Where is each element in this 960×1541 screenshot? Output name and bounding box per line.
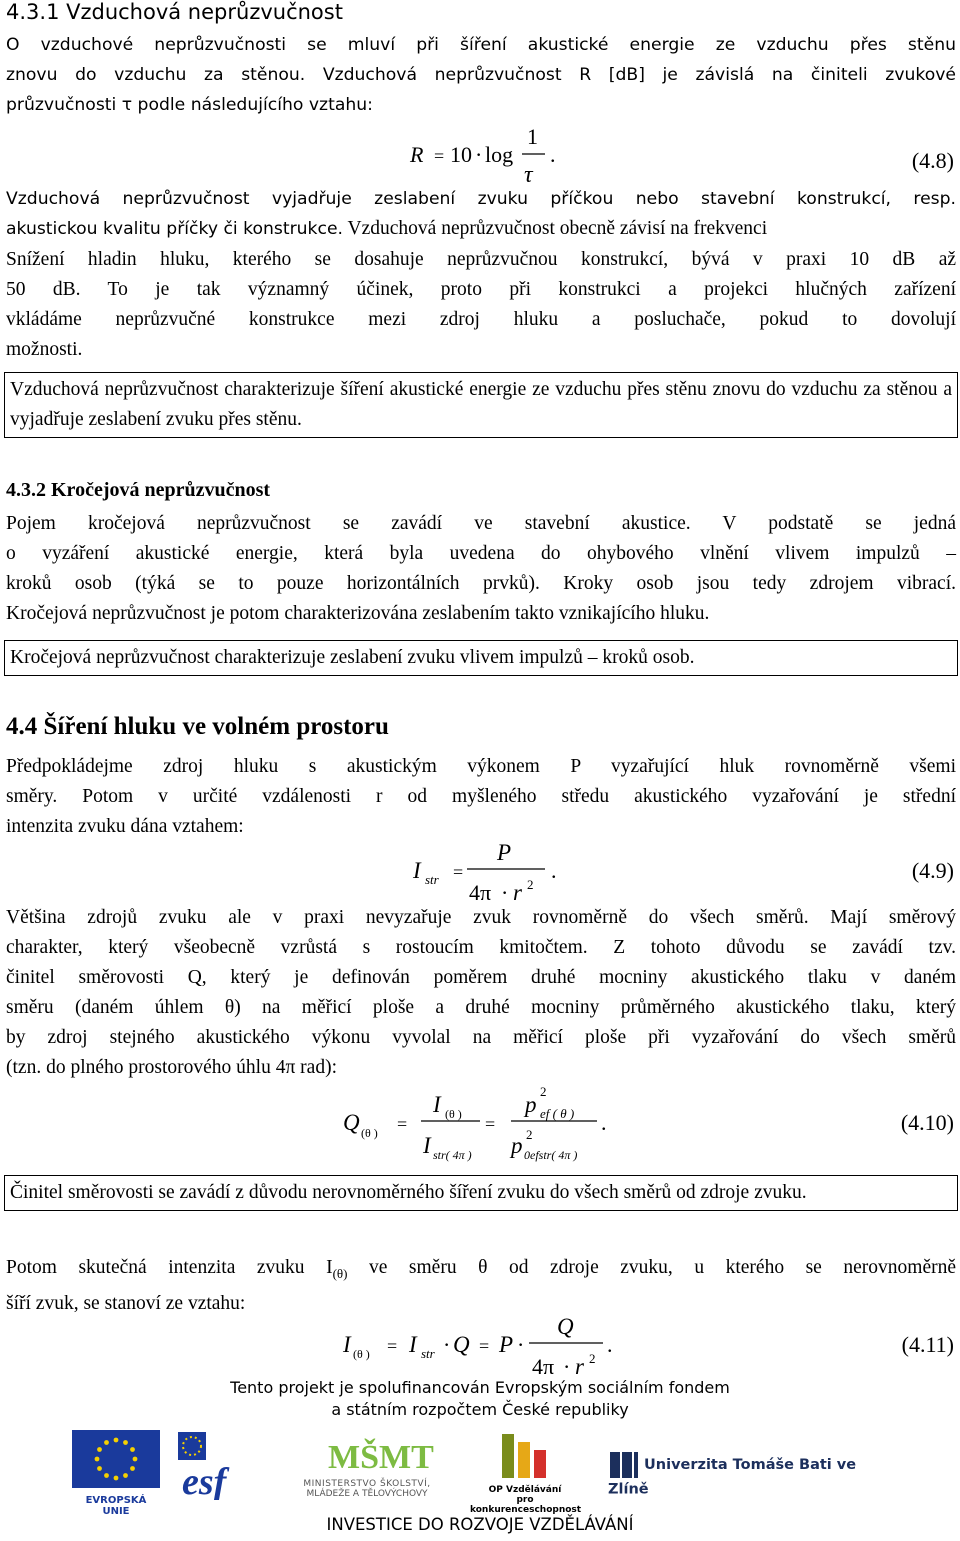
eq-numerator: 1 (527, 124, 538, 149)
summary-box: Kročejová neprůzvučnost charakterizuje zeslabení zvuku vlivem impulzů – kroků osob. (4, 640, 958, 676)
text-line: Předpokládejme zdroj hluku s akustickým výkonem P vyzařující hluk rovnoměrně všemi (6, 756, 956, 777)
eq-t3: P (499, 1332, 514, 1357)
eu-star-icon (123, 1440, 128, 1445)
eq-lhs-sub: (θ ) (353, 1347, 370, 1361)
equation-number: (4.10) (900, 1110, 954, 1135)
eq-den-a: 4π (532, 1354, 555, 1379)
summary-box: Vzduchová neprůzvučnost charakterizuje šíření akustické energie ze vzduchu přes stěnu znovu do vzduchu za stěnou a vyjadřuje zeslabení zvuku přes stěnu. (4, 372, 958, 438)
eq-t1-sub: str (421, 1346, 435, 1361)
eq-period: . (601, 1110, 607, 1135)
op-line-1: OP Vzdělávání (488, 1485, 562, 1495)
eq-dot: · (443, 1332, 451, 1357)
equation-number: (4.9) (911, 858, 954, 883)
eq-lhs: I (413, 858, 421, 883)
eq-den2: p (511, 1133, 523, 1158)
equation-4-11 (335, 1308, 625, 1382)
op-line-2: pro konkurenceschopnost (470, 1495, 582, 1515)
eq-lhs: Q (343, 1110, 360, 1135)
summary-box: Činitel směrovosti se zavádí z důvodu nerovnoměrného šíření zvuku do všech směrů od zdroje zvuku. (4, 1175, 958, 1211)
text-line: Většina zdrojů zvuku ale v praxi nevyzařuje zvuk rovnoměrně do všech směrů. Mají směrový (6, 907, 956, 928)
text-line: Snížení hladin hluku, kterého se dosahuje neprůzvučnou konstrukcí, bývá v praxi 10 dB až (6, 249, 956, 270)
section-heading-4-3-2: 4.3.2 Kročejová neprůzvučnost (6, 479, 271, 501)
eu-star-icon (114, 1476, 119, 1481)
text-line: možnosti. (6, 339, 83, 360)
text-line: by zdroj stejného akustického výkonu vyvolal na měřicí ploše při vyzařování do všech směrů (6, 1027, 956, 1048)
eq-den-exp: 2 (527, 877, 534, 892)
eq-den2-exp: 2 (526, 1127, 533, 1142)
eu-star-icon (133, 1457, 138, 1462)
eq-period: . (607, 1332, 613, 1357)
utb-label: Univerzita Tomáše Bati ve Zlíně (608, 1457, 857, 1498)
paragraph (6, 903, 956, 1083)
eq-den1-sub: str( 4π ) (433, 1148, 472, 1162)
esf-text: esf (182, 1461, 227, 1500)
paragraph (6, 30, 956, 120)
eq-lhs: I (343, 1332, 351, 1357)
eq-dot: · (517, 1332, 525, 1357)
msmt-logo (292, 1428, 442, 1504)
equation-4-10 (335, 1082, 625, 1164)
footer-line-2: a státním rozpočtem České republiky (331, 1400, 629, 1419)
eq-num2-sub: ef ( θ ) (540, 1106, 575, 1121)
text-line: šíří zvuk, se stanoví ze vztahu: (6, 1292, 246, 1314)
text-span: akustickou kvalitu příčky či konstrukce. (6, 219, 343, 239)
eq-sign: = (387, 1336, 398, 1356)
eq-dot: · (563, 1354, 571, 1379)
text-line: Pojem kročejová neprůzvučnost se zavádí ve stavební akustice. V podstatě se jedná (6, 513, 956, 534)
msmt-logo-icon (292, 1428, 442, 1474)
eu-star-icon (104, 1440, 109, 1445)
eq-lhs-sub: (θ ) (361, 1126, 378, 1140)
esf-logo-icon (178, 1432, 268, 1500)
eq-dot: · (501, 880, 509, 905)
eq-denominator: τ (524, 162, 533, 188)
text-line: intenzita zvuku dána vztahem: (6, 816, 244, 837)
eu-star-icon (104, 1473, 109, 1478)
esf-logo (178, 1432, 268, 1502)
paragraph (6, 752, 956, 842)
msmt-line-1: MINISTERSTVO ŠKOLSTVÍ, (303, 1479, 431, 1489)
eu-star-icon (97, 1447, 102, 1452)
text-line: vkládáme neprůzvučné konstrukce mezi zdroj hluku a posluchače, pokud to dovolují (6, 309, 956, 330)
eq-num2: p (525, 1092, 537, 1117)
eq-t1: I (409, 1332, 417, 1357)
equation-4-8 (400, 122, 600, 188)
op-logo-icon (470, 1430, 580, 1480)
eq-numerator: Q (557, 1314, 574, 1339)
eq-sign: = (453, 862, 464, 882)
eu-star-icon (130, 1466, 135, 1471)
eq-num1: I (433, 1092, 441, 1117)
eq-den-b: r (575, 1354, 584, 1379)
section-heading-4-3-1: 4.3.1 Vzduchová neprůzvučnost (6, 0, 343, 24)
eq-sign: = (397, 1114, 408, 1134)
eq-sign: = (434, 146, 445, 166)
op-logo (470, 1430, 582, 1515)
equation-number: (4.11) (901, 1332, 954, 1357)
eq-den1: I (423, 1133, 431, 1158)
eq-sign: = (479, 1336, 490, 1356)
eq-numerator: P (497, 840, 512, 865)
eu-star-icon (95, 1457, 100, 1462)
text-line: Kročejová neprůzvučnost je potom charakterizována zeslabením takto vznikajícího hluku. (6, 603, 710, 624)
eu-star-icon (123, 1473, 128, 1478)
eq-den-b: r (513, 880, 522, 905)
eq-lhs-sub: str (425, 872, 439, 887)
eu-star-icon (97, 1466, 102, 1471)
eq-den2-sub: 0efstr( 4π ) (524, 1148, 578, 1162)
section-heading-4-4: 4.4 Šíření hluku ve volném prostoru (6, 713, 389, 740)
text-span: Vzduchová neprůzvučnost obecně závisí na frekvenci (343, 218, 768, 239)
eq-coef: 10 (450, 142, 472, 167)
utb-logo (608, 1450, 878, 1498)
footer-bottom: INVESTICE DO ROZVOJE VZDĚLÁVÁNÍ (326, 1515, 634, 1534)
text-line: charakter, který všeobecně vzrůstá s rostoucím kmitočtem. Z tohoto důvodu se zavádí tzv. (6, 937, 956, 958)
text-line: (tzn. do plného prostorového úhlu 4π rad): (6, 1057, 337, 1078)
msmt-mark: MŠMT (328, 1439, 434, 1474)
footer-line-1: Tento projekt je spolufinancován Evropským sociálním fondem (230, 1378, 730, 1397)
eq-lhs: R (410, 142, 424, 167)
eq-dot: · (475, 142, 483, 167)
msmt-line-2: MLÁDEŽE A TĚLOVÝCHOVY (306, 1489, 428, 1499)
eq-sign: = (485, 1114, 496, 1134)
text-line: Vzduchová neprůzvučnost vyjadřuje zeslabení zvuku příčkou nebo stavební konstrukcí, resp. (6, 189, 956, 209)
eq-period: . (551, 858, 557, 883)
paragraph (6, 509, 956, 629)
text-line: O vzduchové neprůzvučnosti se mluví při šíření akustické energie ze vzduchu přes stěnu (6, 35, 956, 55)
eu-label: EVROPSKÁ UNIE (85, 1495, 147, 1517)
text-line: činitel směrovosti Q, který je definován poměrem druhé mocniny akustického tlaku v daném (6, 967, 956, 988)
eu-star-icon (130, 1447, 135, 1452)
equation-number: (4.8) (911, 148, 954, 173)
eq-den-a: 4π (469, 880, 492, 905)
eq-func: log (485, 142, 514, 167)
text-span: Potom skutečná intenzita zvuku I (6, 1257, 333, 1278)
eq-num2-exp: 2 (540, 1084, 547, 1099)
text-line: kroků osob (týká se to pouze horizontálních prvků). Kroky osob jsou tedy zdrojem vibrací. (6, 573, 956, 594)
eu-star-icon (114, 1438, 119, 1443)
text-line: o vyzáření akustické energie, která byla uvedena do ohybového vlnění vlivem impulzů – (6, 543, 956, 564)
text-line: znovu do vzduchu za stěnou. Vzduchová neprůzvučnost R [dB] je závislá na činiteli zvukové (6, 65, 956, 85)
text-line: směry. Potom v určité vzdálenosti r od myšleného středu akustického vyzařování je střední (6, 786, 956, 807)
paragraph (6, 184, 956, 365)
eq-t2: Q (453, 1332, 470, 1357)
text-line: směru (daném úhlem θ) na měřicí ploše a druhé mocniny průměrného akustického tlaku, který (6, 997, 956, 1018)
eq-period: . (550, 142, 556, 167)
text-line: 50 dB. To je tak významný účinek, proto při konstrukci a projekci hlučných zařízení (6, 279, 956, 300)
text-sub: (θ) (332, 1265, 348, 1281)
text-line: průzvučnosti τ podle následujícího vztahu: (6, 95, 373, 115)
eq-num1-sub: (θ ) (445, 1107, 462, 1121)
eq-den-exp: 2 (589, 1351, 596, 1366)
eu-flag-icon (72, 1430, 160, 1488)
equation-4-9 (405, 836, 595, 910)
utb-emblem-icon (608, 1450, 640, 1480)
eu-logo (72, 1430, 160, 1517)
text-span: ve směru θ od zdroje zvuku, u kterého se nerovnoměrně (347, 1257, 956, 1278)
